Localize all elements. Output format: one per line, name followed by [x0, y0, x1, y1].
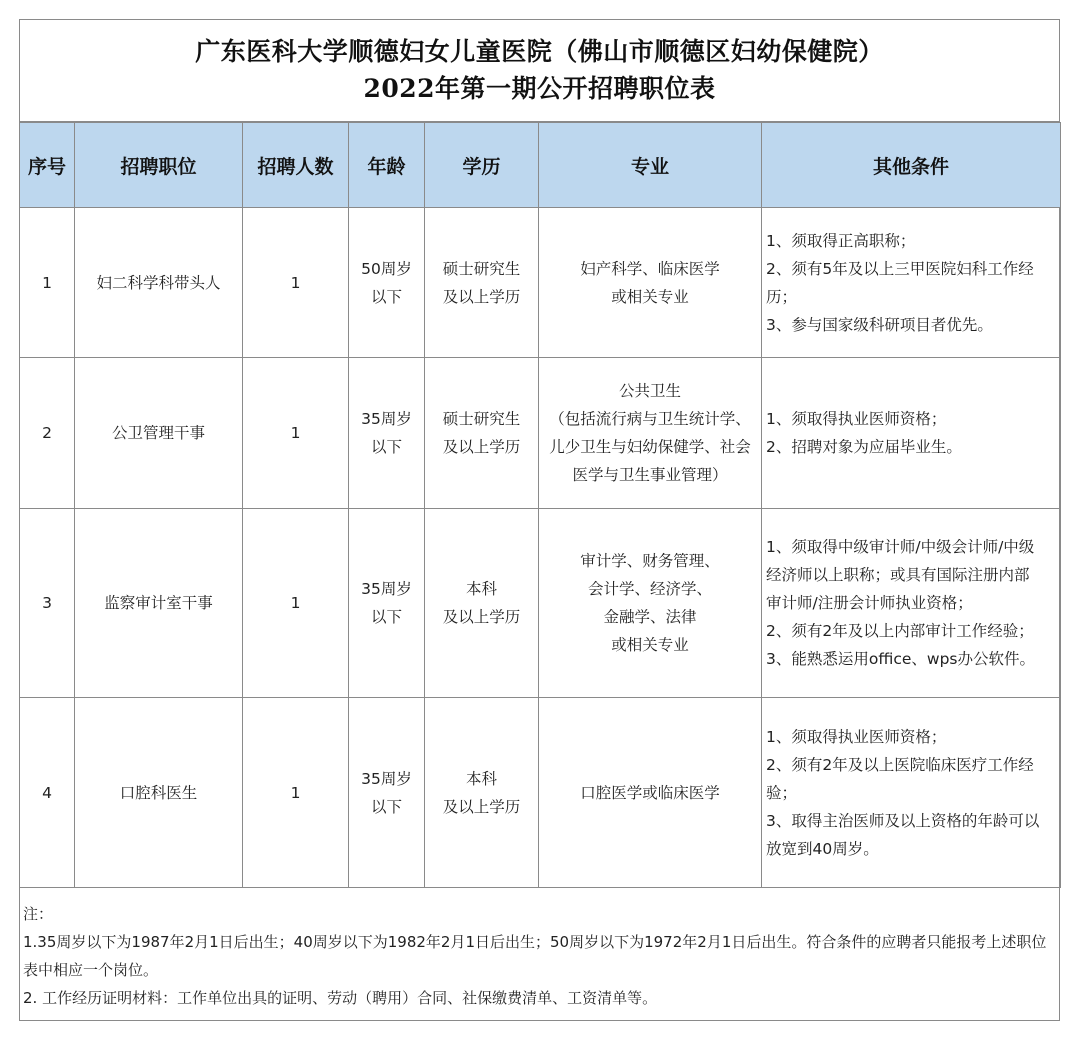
header-major: 专业 [539, 123, 762, 208]
header-position: 招聘职位 [75, 123, 243, 208]
notes-section [19, 884, 1060, 1021]
cell-line: 审计学、财务管理、 [580, 552, 720, 570]
cell-line: 3、能熟悉运用office、wps办公软件。 [766, 650, 1035, 668]
cell-count: 1 [243, 358, 349, 509]
cell-line: 1、须取得中级审计师/中级会计师/中级 [766, 538, 1035, 556]
cell-major [539, 208, 762, 358]
cell-other [762, 509, 1061, 698]
cell-education [425, 698, 539, 888]
cell-line: 3、取得主治医师及以上资格的年龄可以 [766, 811, 1040, 830]
header-age: 年龄 [349, 123, 425, 208]
table-header-row [20, 123, 1061, 208]
notes-label: 注： [23, 905, 54, 923]
cell-line: 医学与卫生事业管理） [572, 466, 728, 484]
cell-line: 会计学、经济学、 [587, 580, 712, 598]
cell-line: 以下 [370, 438, 402, 456]
header-other: 其他条件 [762, 123, 1061, 208]
cell-line: 1、须取得执业医师资格； [766, 410, 947, 428]
cell-seq: 2 [20, 358, 75, 509]
cell-education [425, 358, 539, 509]
cell-age [349, 208, 425, 358]
title-line-2: 2022年第一期公开招聘职位表 [363, 74, 716, 103]
cell-seq: 1 [20, 208, 75, 358]
cell-line: 及以上学历 [442, 797, 521, 816]
cell-line: 公共卫生 [618, 382, 681, 400]
page-title [19, 19, 1060, 122]
note-item: 1.35周岁以下为1987年2月1日后出生；40周岁以下为1982年2月1日后出生；50周岁以下为1972年2月1日后出生。符合条件的应聘者只能报考上述职位表中相应一个岗位。 [23, 933, 1047, 979]
cell-age [349, 509, 425, 698]
cell-line: 以下 [370, 287, 402, 306]
cell-line: 本科 [465, 580, 497, 598]
cell-line: 1、须取得执业医师资格； [766, 727, 947, 746]
cell-line: 经济师以上职称；或具有国际注册内部 [766, 566, 1030, 584]
cell-line: 或相关专业 [611, 287, 689, 306]
cell-other [762, 208, 1061, 358]
table-row [20, 358, 1061, 509]
cell-line: 35周岁 [361, 769, 412, 788]
cell-other [762, 698, 1061, 888]
cell-age [349, 358, 425, 509]
cell-line: 硕士研究生 [442, 410, 521, 428]
cell-line: 金融学、法律 [603, 608, 697, 626]
cell-count: 1 [243, 698, 349, 888]
cell-line: 及以上学历 [442, 287, 521, 306]
cell-line: 或相关专业 [611, 636, 689, 654]
cell-count: 1 [243, 208, 349, 358]
cell-position: 妇二科学科带头人 [75, 208, 243, 358]
cell-line: 历； [766, 287, 798, 306]
note-item: 2. 工作经历证明材料：工作单位出具的证明、劳动（聘用）合同、社保缴费清单、工资清单等。 [23, 989, 658, 1007]
cell-line: 以下 [370, 608, 402, 626]
cell-age [349, 698, 425, 888]
cell-line: 50周岁 [361, 259, 412, 278]
cell-line: 审计师/注册会计师执业资格； [766, 594, 973, 612]
cell-position: 监察审计室干事 [75, 509, 243, 698]
cell-line: 及以上学历 [442, 438, 521, 456]
cell-seq: 4 [20, 698, 75, 888]
cell-education [425, 208, 539, 358]
cell-count: 1 [243, 509, 349, 698]
cell-major [539, 509, 762, 698]
cell-line: 及以上学历 [442, 608, 521, 626]
table-row [20, 698, 1061, 888]
cell-line: 放宽到40周岁。 [766, 839, 879, 858]
table-row [20, 208, 1061, 358]
cell-other [762, 358, 1061, 509]
cell-line: 2、须有2年及以上医院临床医疗工作经 [766, 755, 1034, 774]
cell-line: （包括流行病与卫生统计学、 [549, 410, 751, 428]
cell-line: 儿少卫生与妇幼保健学、社会 [549, 438, 751, 456]
cell-major [539, 698, 762, 888]
cell-education [425, 509, 539, 698]
cell-line: 2、须有5年及以上三甲医院妇科工作经 [766, 259, 1034, 278]
cell-line: 硕士研究生 [442, 259, 521, 278]
cell-major [539, 358, 762, 509]
cell-line: 2、招聘对象为应届毕业生。 [766, 438, 962, 456]
cell-position: 口腔科医生 [75, 698, 243, 888]
cell-line: 35周岁 [361, 410, 412, 428]
cell-position: 公卫管理干事 [75, 358, 243, 509]
cell-line: 妇产科学、临床医学 [580, 259, 720, 278]
cell-line: 口腔医学或临床医学 [580, 783, 720, 802]
cell-line: 1、须取得正高职称； [766, 231, 916, 250]
cell-line: 验； [766, 783, 798, 802]
header-seq: 序号 [20, 123, 75, 208]
header-count: 招聘人数 [243, 123, 349, 208]
recruitment-table [19, 122, 1061, 888]
header-education: 学历 [425, 123, 539, 208]
cell-line: 3、参与国家级科研项目者优先。 [766, 315, 993, 334]
title-line-1: 广东医科大学顺德妇女儿童医院（佛山市顺德区妇幼保健院） [195, 37, 884, 66]
cell-line: 本科 [465, 769, 497, 788]
table-row [20, 509, 1061, 698]
cell-seq: 3 [20, 509, 75, 698]
cell-line: 35周岁 [361, 580, 412, 598]
cell-line: 以下 [370, 797, 402, 816]
cell-line: 2、须有2年及以上内部审计工作经验； [766, 622, 1034, 640]
